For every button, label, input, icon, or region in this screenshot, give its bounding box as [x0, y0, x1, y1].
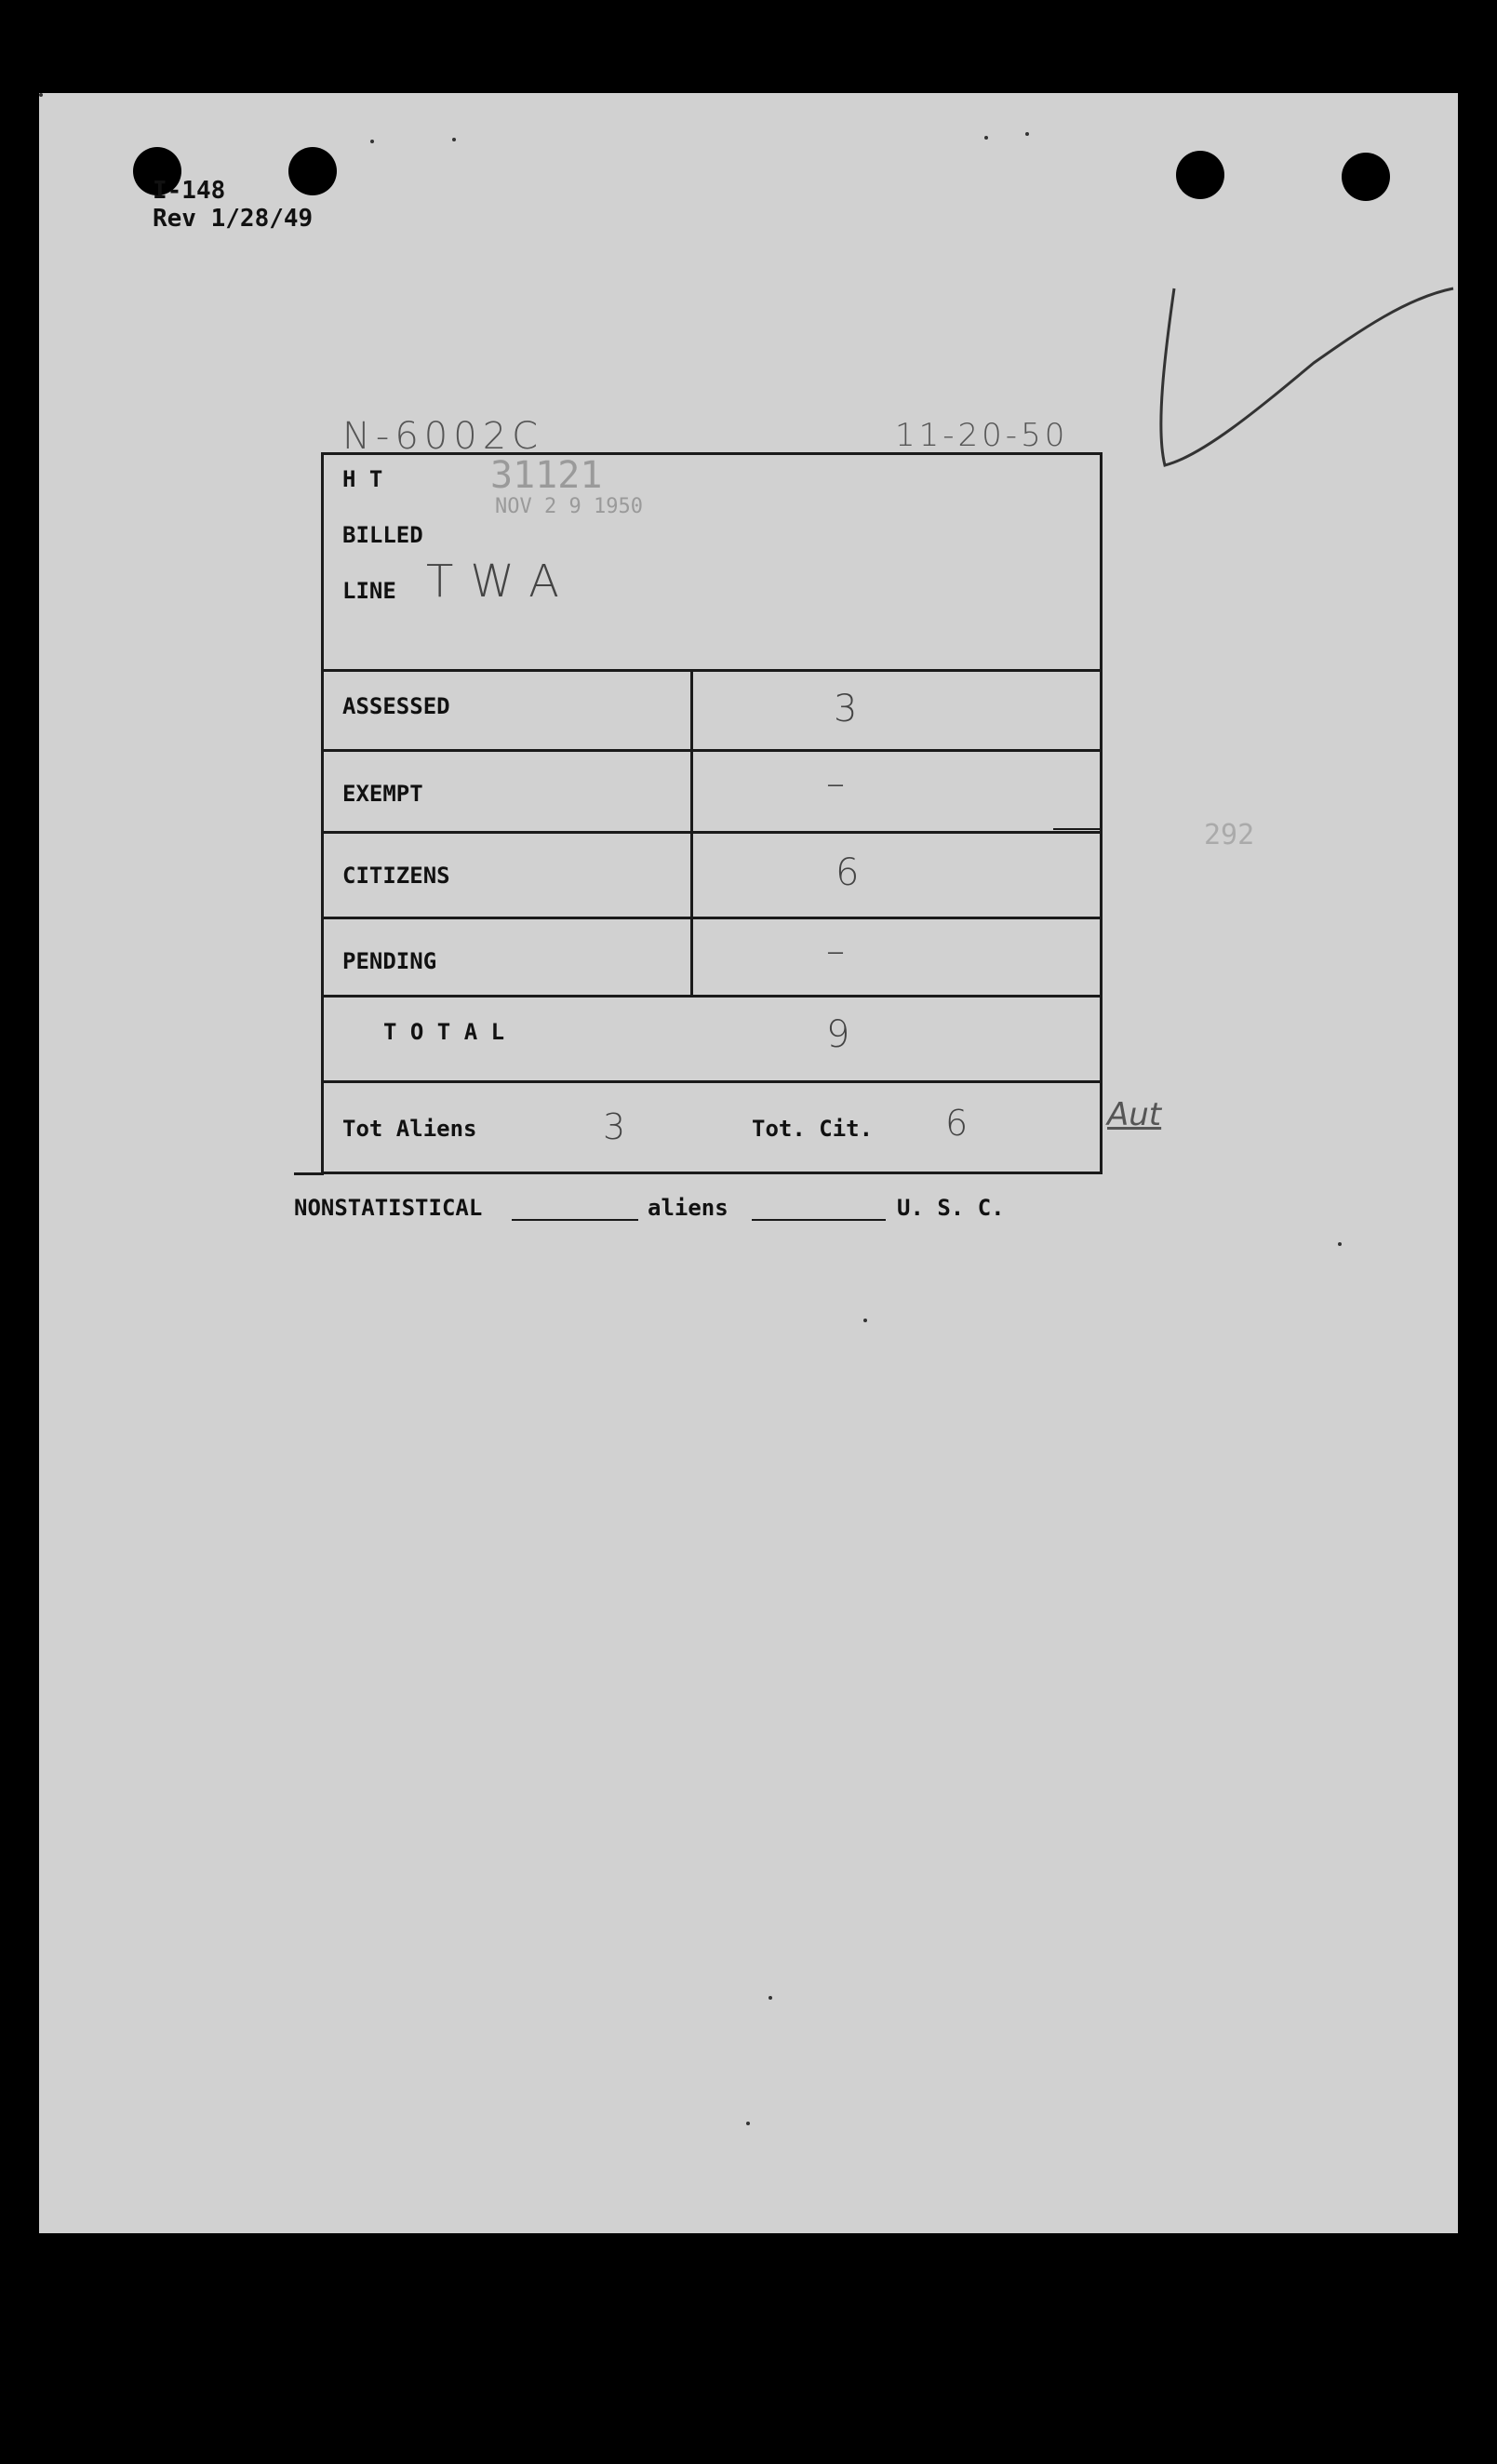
speck	[984, 136, 988, 140]
label-tot-cit: Tot. Cit.	[752, 1116, 874, 1142]
label-billed: BILLED	[342, 522, 423, 548]
label-assessed: ASSESSED	[342, 693, 450, 719]
label-nonstatistical: NONSTATISTICAL	[294, 1195, 483, 1221]
value-total: 9	[826, 1013, 850, 1056]
document-page	[39, 93, 1458, 2233]
form-revision: Rev 1/28/49	[153, 205, 314, 233]
exempt-extension-line	[1053, 828, 1102, 830]
speck	[39, 93, 43, 97]
aliens-blank	[752, 1219, 886, 1221]
form-number: I-148	[153, 177, 226, 205]
punch-hole	[288, 147, 337, 195]
form-underline	[294, 1172, 324, 1175]
value-tot-aliens: 3	[603, 1106, 626, 1147]
speck	[769, 1996, 772, 2000]
handwritten-date: 11-20-50	[895, 417, 1069, 454]
label-pending: PENDING	[342, 948, 437, 974]
value-tot-cit: 6	[945, 1103, 969, 1144]
speck	[1338, 1242, 1342, 1246]
punch-hole	[1342, 153, 1390, 201]
label-aliens: aliens	[648, 1195, 728, 1221]
margin-number: 292	[1204, 819, 1255, 851]
label-tot-aliens: Tot Aliens	[342, 1116, 477, 1142]
value-pending: –	[826, 930, 845, 972]
label-ht: H T	[342, 466, 383, 492]
nonstatistical-blank	[512, 1219, 638, 1221]
handwritten-file-number: N-6002C	[342, 415, 544, 458]
label-usc: U. S. C.	[897, 1195, 1005, 1221]
received-stamp-number: 31121	[490, 454, 603, 497]
label-citizens: CITIZENS	[342, 863, 450, 889]
label-exempt: EXEMPT	[342, 781, 423, 807]
received-stamp-date: NOV 2 9 1950	[495, 495, 643, 518]
speck	[1025, 132, 1029, 136]
label-total: T O T A L	[383, 1019, 505, 1045]
checkmark-icon	[1146, 279, 1481, 577]
speck	[370, 140, 374, 143]
speck	[452, 138, 456, 141]
value-assessed: 3	[834, 688, 858, 730]
handwritten-initials: Aut	[1107, 1096, 1162, 1133]
speck	[746, 2122, 750, 2125]
value-citizens: 6	[835, 851, 860, 894]
label-line: LINE	[342, 578, 396, 604]
tally-form	[321, 452, 1103, 1174]
punch-hole	[1176, 151, 1224, 199]
value-exempt: –	[826, 762, 845, 805]
speck	[863, 1319, 867, 1322]
line-value: TWA	[426, 556, 576, 608]
